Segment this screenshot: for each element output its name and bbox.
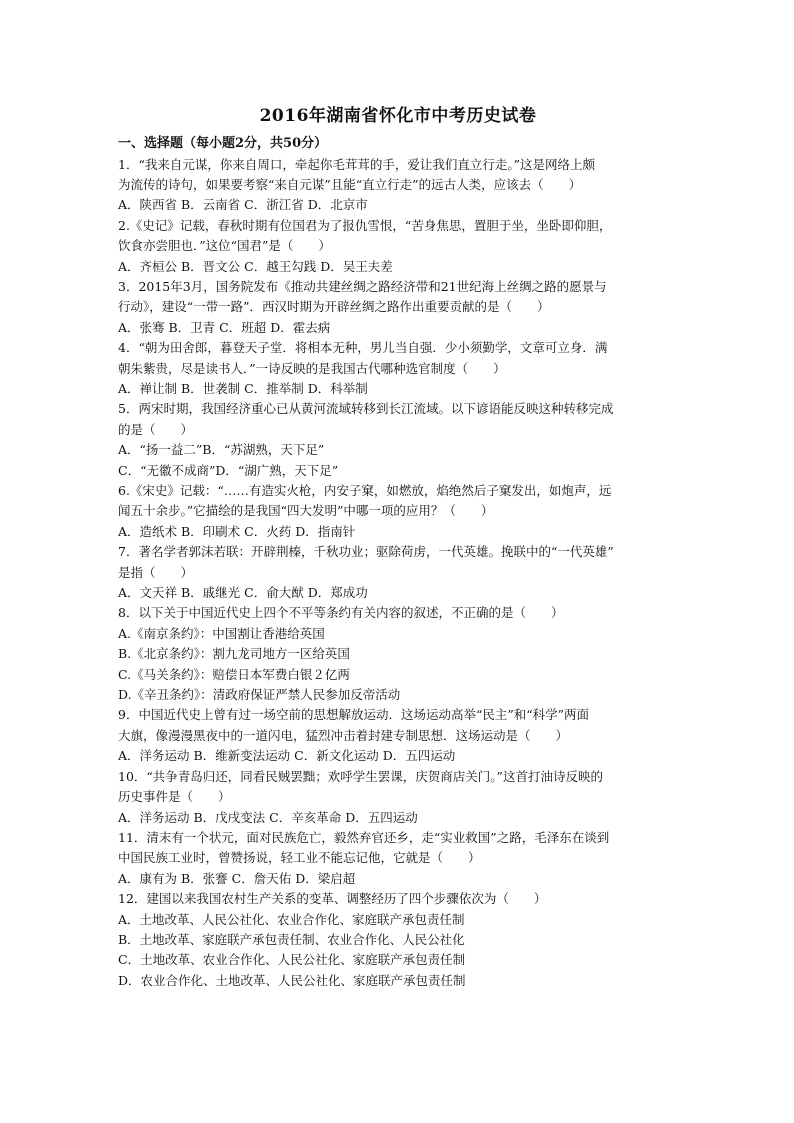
answer-options: A．张骞 B．卫青 C．班超 D．霍去病 <box>118 319 331 335</box>
question-12 <box>118 889 678 991</box>
question-text-line: 中国民族工业时，曾赞扬说，轻工业不能忘记他，它就是（ ） <box>118 850 481 866</box>
question-2 <box>118 216 678 277</box>
answer-options: A．禅让制 B．世袭制 C．推举制 D．科举制 <box>118 380 368 396</box>
question-text-line: 9．中国近代史上曾有过一场空前的思想解放运动．这场运动高举“民主”和“科学”两面 <box>118 707 590 723</box>
answer-options: C.《马关条约》：赔偿日本军费白银２亿两 <box>118 666 350 682</box>
answer-options: B．土地改革、家庭联产承包责任制、农业合作化、人民公社化 <box>118 931 465 947</box>
answer-options: C．土地改革、农业合作化、人民公社化、家庭联产承包责任制 <box>118 952 466 968</box>
question-text-line: 闻五十余步。”它描绘的是我国“四大发明”中哪一项的应用？（ ） <box>118 503 494 519</box>
answer-options: D．农业合作化、土地改革、人民公社化、家庭联产承包责任制 <box>118 972 466 988</box>
answer-options: A．文天祥 B．戚继光 C．俞大猷 D．郑成功 <box>118 585 368 601</box>
question-9 <box>118 705 678 766</box>
question-text-line: 10．“共争青岛归还，同看民贼罢黜；欢呼学生罢课，庆贺商店关门。”这首打油诗反映的 <box>118 768 603 784</box>
question-text-line: 4．“朝为田舍郎，暮登天子堂．将相本无种，男儿当自强．少小须勤学，文章可立身．满 <box>118 340 608 356</box>
question-text-line: 7．著名学者郭沫若联：开辟荆榛，千秋功业；驱除荷虏，一代英雄。挽联中的“一代英雄” <box>118 544 614 560</box>
question-text-line: 8．以下关于中国近代史上四个不平等条约有关内容的叙述，不正确的是（ ） <box>118 605 564 621</box>
question-3 <box>118 277 678 338</box>
answer-options: B.《北京条约》：割九龙司地方一区给英国 <box>118 646 350 662</box>
answer-options: A．陕西省 B．云南省 C．浙江省 D．北京市 <box>118 197 368 213</box>
question-5 <box>118 399 678 481</box>
answer-options: A．齐桓公 B．晋文公 C．越王勾践 D．吴王夫差 <box>118 258 393 274</box>
question-text-line: 行动》，建设“一带一路”．西汉时期为开辟丝绸之路作出重要贡献的是（ ） <box>118 299 550 315</box>
answer-options: A．土地改革、人民公社化、农业合作化、家庭联产承包责任制 <box>118 911 465 927</box>
question-list <box>118 155 678 992</box>
question-text-line: 12．建国以来我国农村生产关系的变革、调整经历了四个步骤依次为（ ） <box>118 891 547 907</box>
question-text-line: 5．两宋时期，我国经济重心已从黄河流域转移到长江流域。以下谚语能反映这种转移完成 <box>118 401 614 417</box>
page-title: 2016年湖南省怀化市中考历史试卷 <box>259 106 537 126</box>
answer-options: A．洋务运动 B．维新变法运动 C．新文化运动 D．五四运动 <box>118 748 456 764</box>
question-text-line: 历史事件是（ ） <box>118 789 231 805</box>
answer-options: A．康有为 B．张謇 C．詹天佑 D．梁启超 <box>118 870 356 886</box>
section-heading: 一、选择题（每小题2分，共50分） <box>118 136 328 151</box>
question-text-line: 饮食亦尝胆也．”这位“国君”是（ ） <box>118 238 331 254</box>
question-text-line: 1．“我来自元谋，你来自周口，牵起你毛茸茸的手，爱让我们直立行走。”这是网络上颇 <box>118 156 595 172</box>
answer-options: D.《辛丑条约》：清政府保证严禁人民参加反帝活动 <box>118 687 401 703</box>
question-text-line: 3．2015年3月，国务院发布《推动共建丝绸之路经济带和21世纪海上丝绸之路的愿景与 <box>118 278 607 294</box>
exam-page <box>118 104 678 991</box>
question-text-line: 是指（ ） <box>118 564 194 580</box>
question-11 <box>118 828 678 889</box>
question-text-line: 6.《宋史》记载：“……有造实火枪，内安子窠，如燃放，焰绝然后子窠发出，如炮声，远 <box>118 483 612 498</box>
question-text-line: 2.《史记》记载，春秋时期有位国君为了报仇雪恨，“苦身焦思，置胆于坐，坐卧即仰胆， <box>118 217 612 233</box>
answer-options: A.《南京条约》：中国割让香港给英国 <box>118 625 325 641</box>
answer-options: A．“扬一益二”B．“苏湖熟，天下足” <box>118 442 325 458</box>
answer-options: A．造纸术 B．印刷术 C．火药 D．指南针 <box>118 523 356 539</box>
question-text-line: 11．清末有一个状元，面对民族危亡，毅然弃官还乡，走“实业救国”之路，毛泽东在谈到 <box>118 829 610 845</box>
question-10 <box>118 767 678 828</box>
question-text-line: 的是（ ） <box>118 421 194 437</box>
question-1 <box>118 155 678 216</box>
answer-options: A．洋务运动 B．戊戌变法 C．辛亥革命 D．五四运动 <box>118 809 418 825</box>
question-text-line: 大旗，像漫漫黑夜中的一道闪电，猛烈冲击着封建专制思想．这场运动是（ ） <box>118 727 569 743</box>
question-8 <box>118 603 678 705</box>
answer-options: C．“无徽不成商”D．“湖广熟，天下足” <box>118 462 339 478</box>
question-7 <box>118 542 678 603</box>
question-6 <box>118 481 678 542</box>
question-text-line: 朝朱紫贵，尽是读书人．”一诗反映的是我国古代哪种选官制度（ ） <box>118 360 506 376</box>
question-text-line: 为流传的诗句，如果要考察“来自元谋”且能“直立行走”的远古人类，应该去（ ） <box>118 176 582 192</box>
question-4 <box>118 338 678 399</box>
